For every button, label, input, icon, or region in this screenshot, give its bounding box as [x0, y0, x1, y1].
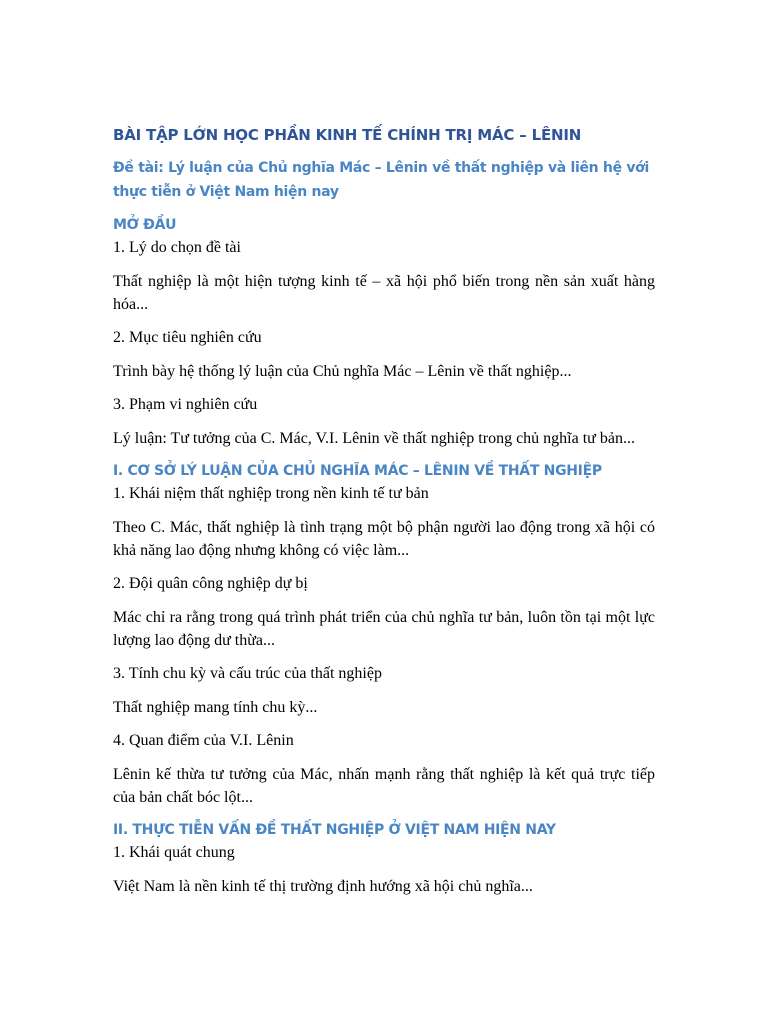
subheading: 2. Mục tiêu nghiên cứu [113, 329, 262, 346]
subheading: 3. Phạm vi nghiên cứu [113, 396, 258, 413]
paragraph: Lênin kế thừa tư tưởng của Mác, nhấn mạnh rằng thất nghiệp là kết quả trực tiếp của bản chất bóc lột... [113, 766, 655, 806]
paragraph: Việt Nam là nền kinh tế thị trường định hướng xã hội chủ nghĩa... [113, 878, 533, 895]
paragraph: Mác chỉ ra rằng trong quá trình phát triển của chủ nghĩa tư bản, luôn tồn tại một lực lượng lao động dư thừa... [113, 609, 655, 649]
document-title: BÀI TẬP LỚN HỌC PHẦN KINH TẾ CHÍNH TRỊ MÁC – LÊNIN [113, 126, 582, 144]
section-heading-1: I. CƠ SỞ LÝ LUẬN CỦA CHỦ NGHĨA MÁC – LÊNIN VỀ THẤT NGHIỆP [113, 463, 602, 479]
section-heading-intro: MỞ ĐẦU [113, 217, 177, 233]
subheading: 2. Đội quân công nghiệp dự bị [113, 575, 308, 592]
paragraph: Thất nghiệp mang tính chu kỳ... [113, 699, 318, 716]
document-page [113, 124, 655, 908]
paragraph: Thất nghiệp là một hiện tượng kinh tế – xã hội phổ biến trong nền sản xuất hàng hóa... [113, 273, 655, 313]
subheading: 1. Lý do chọn đề tài [113, 239, 241, 256]
paragraph: Trình bày hệ thống lý luận của Chủ nghĩa Mác – Lênin về thất nghiệp... [113, 363, 572, 380]
subheading: 4. Quan điểm của V.I. Lênin [113, 732, 294, 749]
paragraph: Lý luận: Tư tưởng của C. Mác, V.I. Lênin về thất nghiệp trong chủ nghĩa tư bản... [113, 430, 635, 447]
section-heading-2: II. THỰC TIỄN VẤN ĐỀ THẤT NGHIỆP Ở VIỆT NAM HIỆN NAY [113, 822, 556, 838]
document-subtitle: Đề tài: Lý luận của Chủ nghĩa Mác – Lênin về thất nghiệp và liên hệ với thực tiễn ở Việt Nam hiện nay [113, 160, 650, 200]
subheading: 1. Khái niệm thất nghiệp trong nền kinh tế tư bản [113, 485, 429, 502]
subheading: 1. Khái quát chung [113, 844, 235, 861]
paragraph: Theo C. Mác, thất nghiệp là tình trạng một bộ phận người lao động trong xã hội có khả năng lao động nhưng không có việc làm... [113, 519, 655, 559]
subheading: 3. Tính chu kỳ và cấu trúc của thất nghiệp [113, 665, 382, 682]
